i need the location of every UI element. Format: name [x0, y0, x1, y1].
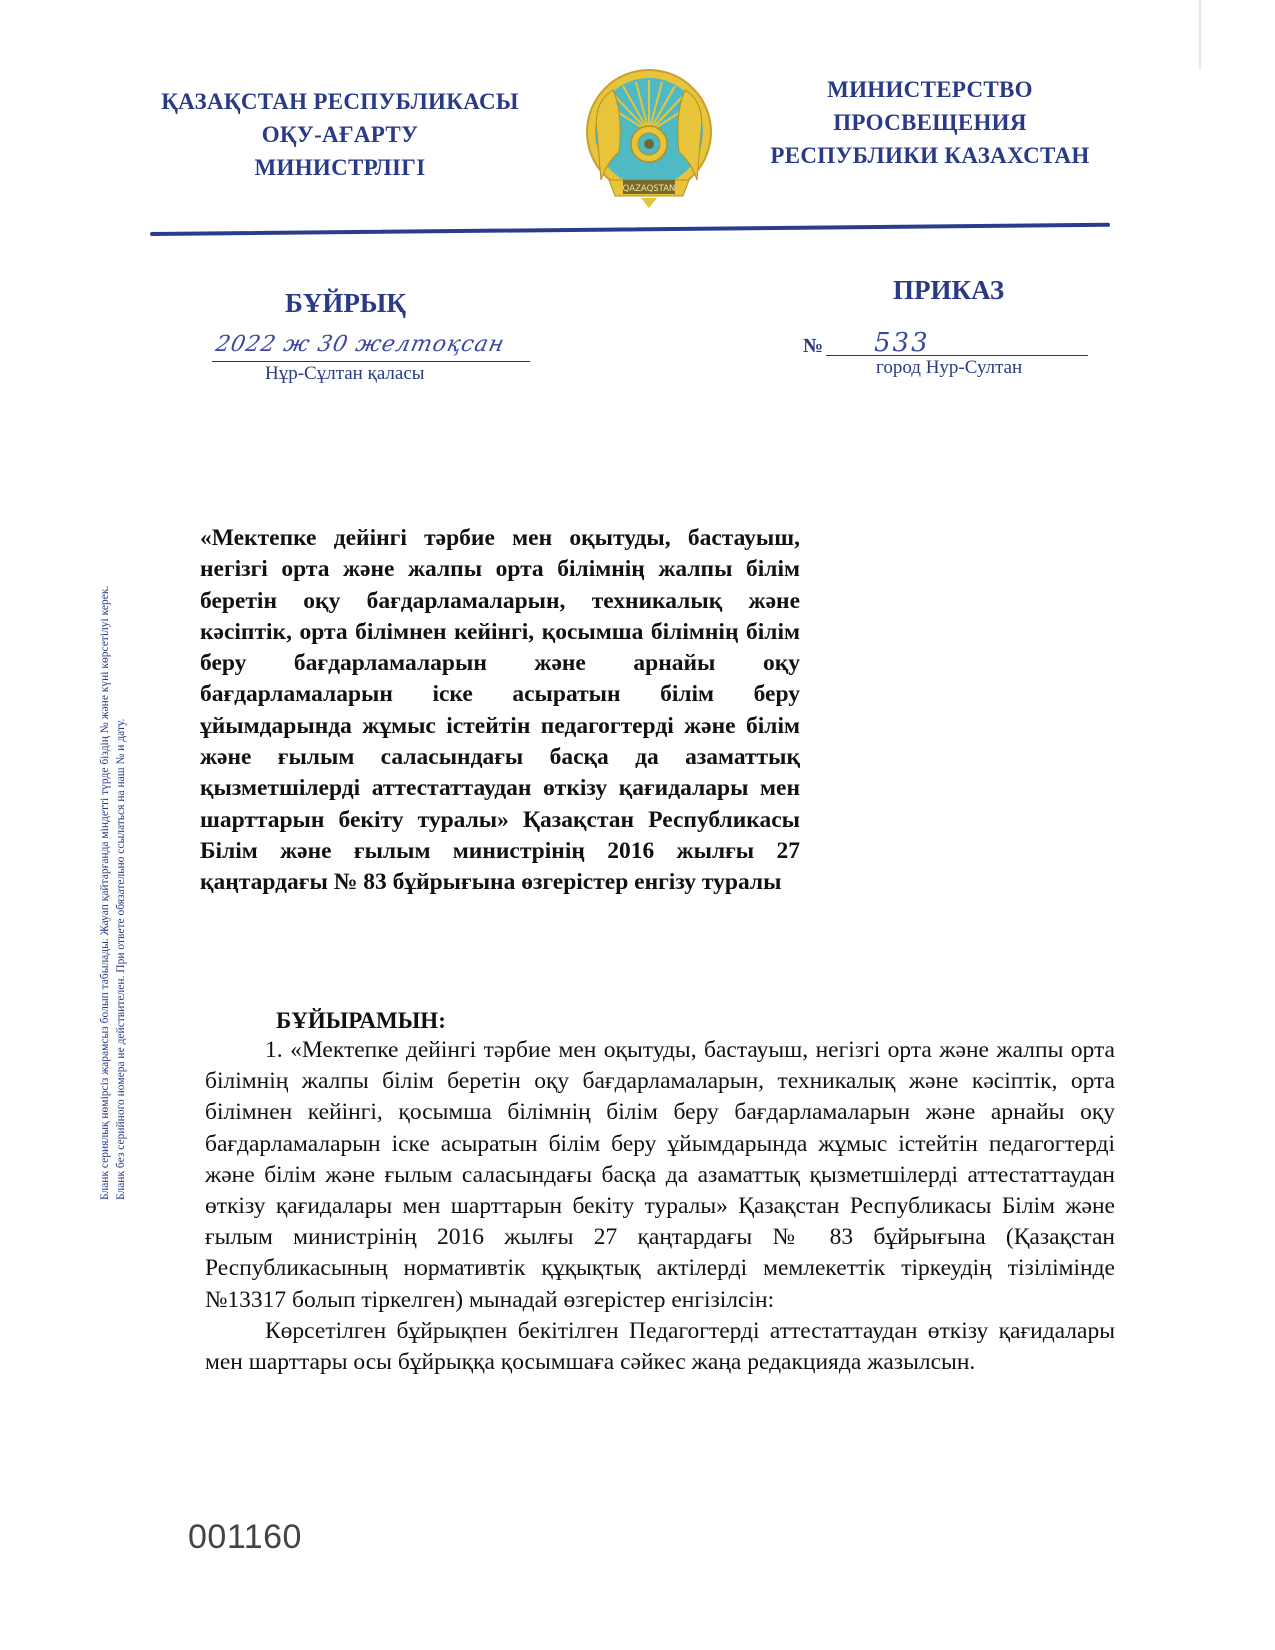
side-note-ru: Бланк без серийного номера не действителен. При ответе обязательно ссылаться на наш № и дату.: [115, 718, 127, 1200]
state-emblem-icon: [583, 62, 715, 210]
ministry-name-kz-line: МИНИСТРЛІГІ: [254, 155, 426, 180]
handwritten-date: 2022 ж 30 желтоқсан: [213, 332, 508, 357]
document-title-kz: БҰЙРЫҚ: [285, 288, 406, 318]
number-underline: [826, 355, 1088, 356]
ministry-name-ru-line: РЕСПУБЛИКИ КАЗАХСТАН: [770, 143, 1090, 168]
city-kz: Нұр-Сұлтан қаласы: [265, 363, 425, 384]
order-body: [205, 1035, 1115, 1378]
ministry-name-kz-line: ОҚУ-АҒАРТУ: [261, 122, 419, 147]
body-paragraph: Көрсетілген бұйрықпен бекітілген Педагогтерді аттестаттаудан өткізу қағидалары мен шарттары осы бұйрыққа қосымшаға сәйкес жаңа редакцияда жазылсын.: [205, 1317, 1115, 1376]
scan-edge-line: [1199, 0, 1201, 70]
blank-serial-number: 001160: [188, 1518, 302, 1556]
ministry-name-ru: [740, 73, 1120, 172]
side-note-kz: Бланк сериялық нөмірсіз жарамсыз болып табылады. Жауап қайтарғанда міндетті түрде біздің № және күні көрсетілуі керек.: [99, 585, 111, 1200]
number-label: №: [803, 335, 824, 357]
ministry-name-kz-line: ҚАЗАҚСТАН РЕСПУБЛИКАСЫ: [161, 89, 519, 114]
ministry-name-ru-line: ПРОСВЕЩЕНИЯ: [833, 110, 1027, 135]
ministry-name-ru-line: МИНИСТЕРСТВО: [827, 77, 1033, 102]
document-title-ru: ПРИКАЗ: [893, 275, 1005, 305]
body-paragraph: 1. «Мектепке дейінгі тәрбие мен оқытуды, бастауыш, негізгі орта және жалпы орта білімнің жалпы білім беретін оқу бағдарламаларын, техникалық және кәсіптік, орта білімнен кейінгі, қосымша білімнің білім беру бағдарламаларын және арнайы оқу бағдарламаларын іске асыратын білім беру ұйымдарында жұмыс істейтін педагогтерді және білім және ғылым саласындағы басқа да азаматтық қызметшілерді аттестаттаудан өткізу қағидалары мен шарттарын бекіту туралы» Қазақстан Республикасы Білім және ғылым министрінің 2016 жылғы 27 қаңтардағы № 83 бұйрығына (Қазақстан Республикасының нормативтік құқықтық актілерді мемлекеттік тіркеудің тізілімінде №13317 болып тіркелген) мынадай өзгерістер енгізілсін:: [205, 1037, 1115, 1313]
city-ru: город Нур-Султан: [876, 357, 1023, 378]
ministry-name-kz: [150, 85, 530, 184]
blank-side-note: [97, 460, 129, 1200]
order-heading: БҰЙЫРАМЫН:: [276, 1008, 446, 1033]
header-divider: [150, 223, 1110, 236]
order-subject: «Мектепке дейінгі тәрбие мен оқытуды, бастауыш, негізгі орта және жалпы орта білімнің жалпы білім беретін оқу бағдарламаларын, техникалық және кәсіптік, орта білімнен кейінгі, қосымша білімнің білім беру бағдарламаларын және арнайы оқу бағдарламаларын іске асыратын білім беру ұйымдарында жұмыс істейтін педагогтерді және білім және ғылым саласындағы басқа да азаматтық қызметшілерді аттестаттаудан өткізу қағидалары мен шарттарын бекіту туралы» Қазақстан Республикасы Білім және ғылым министрінің 2016 жылғы 27 қаңтардағы № 83 бұйрығына өзгерістер енгізу туралы: [200, 525, 800, 896]
emblem-label: QAZAQSTAN: [622, 184, 676, 194]
handwritten-order-number: 533: [874, 328, 930, 358]
